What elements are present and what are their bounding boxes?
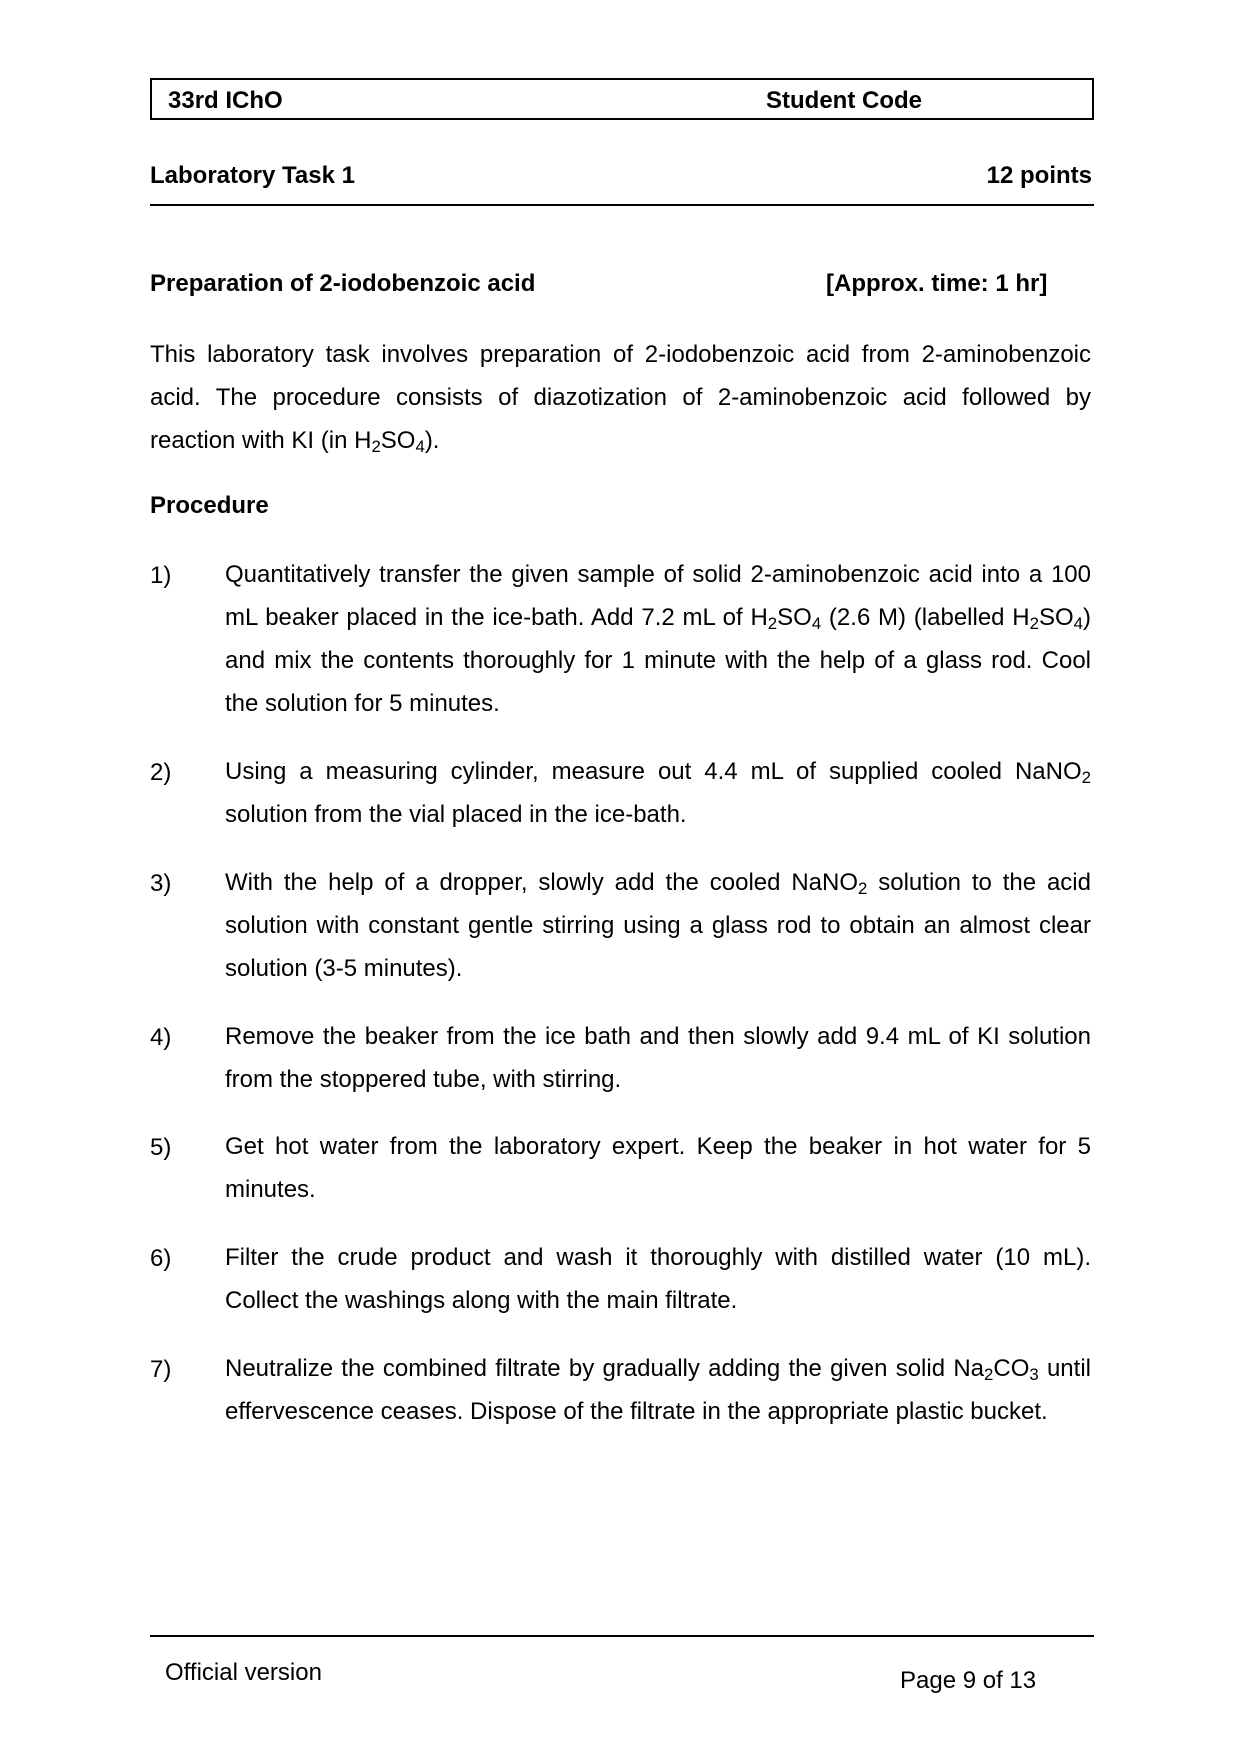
step-number: 4)	[150, 1024, 172, 1051]
step-text: Using a measuring cylinder, measure out 4.4 mL of supplied cooled NaNO$_2$ solution from the vial placed in the ice-bath.	[225, 758, 1091, 828]
step-text: Filter the crude product and wash it thoroughly with distilled water (10 mL). Collect the washings along with the main filtrate.	[225, 1244, 1091, 1314]
section-time: [Approx. time: 1 hr]	[826, 270, 1048, 297]
student-code-label: Student Code	[766, 87, 922, 114]
step-number: 3)	[150, 870, 172, 897]
task-title: Laboratory Task 1	[150, 162, 355, 189]
step-text: Get hot water from the laboratory expert. Keep the beaker in hot water for 5 minutes.	[225, 1133, 1091, 1203]
version-label: Official version	[165, 1659, 322, 1686]
olympiad-label: 33rd IChO	[168, 87, 283, 114]
procedure-heading: Procedure	[150, 492, 269, 519]
section-title: Preparation of 2-iodobenzoic acid	[150, 270, 536, 297]
step-text: With the help of a dropper, slowly add the cooled NaNO$_2$ solution to the acid solution with constant gentle stirring using a glass rod to obtain an almost clear solution (3-5 minutes).	[225, 869, 1091, 982]
step-number: 6)	[150, 1245, 172, 1272]
header-box	[150, 78, 1094, 120]
header-divider	[150, 204, 1094, 206]
step-number: 1)	[150, 562, 172, 589]
task-points: 12 points	[986, 162, 1092, 189]
step-number: 2)	[150, 759, 172, 786]
step-text: Quantitatively transfer the given sample of solid 2-aminobenzoic acid into a 100 mL beaker placed in the ice-bath. Add 7.2 mL of $H_2SO_4$ (2.6 M) (labelled $H_2SO_4$) and mix the contents thoroughly for 1 minute with the help of a glass rod. Cool the solution for 5 minutes.	[225, 561, 1091, 717]
page-number: Page 9 of 13	[900, 1667, 1037, 1694]
intro-paragraph: This laboratory task involves preparation of 2-iodobenzoic acid from 2-aminobenzoic acid. The procedure consists of diazotization of 2-aminobenzoic acid followed by reaction with KI (in $H_2SO_4$).	[150, 341, 1091, 457]
step-number: 5)	[150, 1134, 172, 1161]
footer-divider	[150, 1635, 1094, 1637]
step-number: 7)	[150, 1356, 172, 1383]
step-text: Remove the beaker from the ice bath and then slowly add 9.4 mL of KI solution from the stoppered tube, with stirring.	[225, 1023, 1091, 1093]
step-text: Neutralize the combined filtrate by gradually adding the given solid $Na_2CO_3$ until effervescence ceases. Dispose of the filtrate in the appropriate plastic bucket.	[225, 1355, 1091, 1425]
